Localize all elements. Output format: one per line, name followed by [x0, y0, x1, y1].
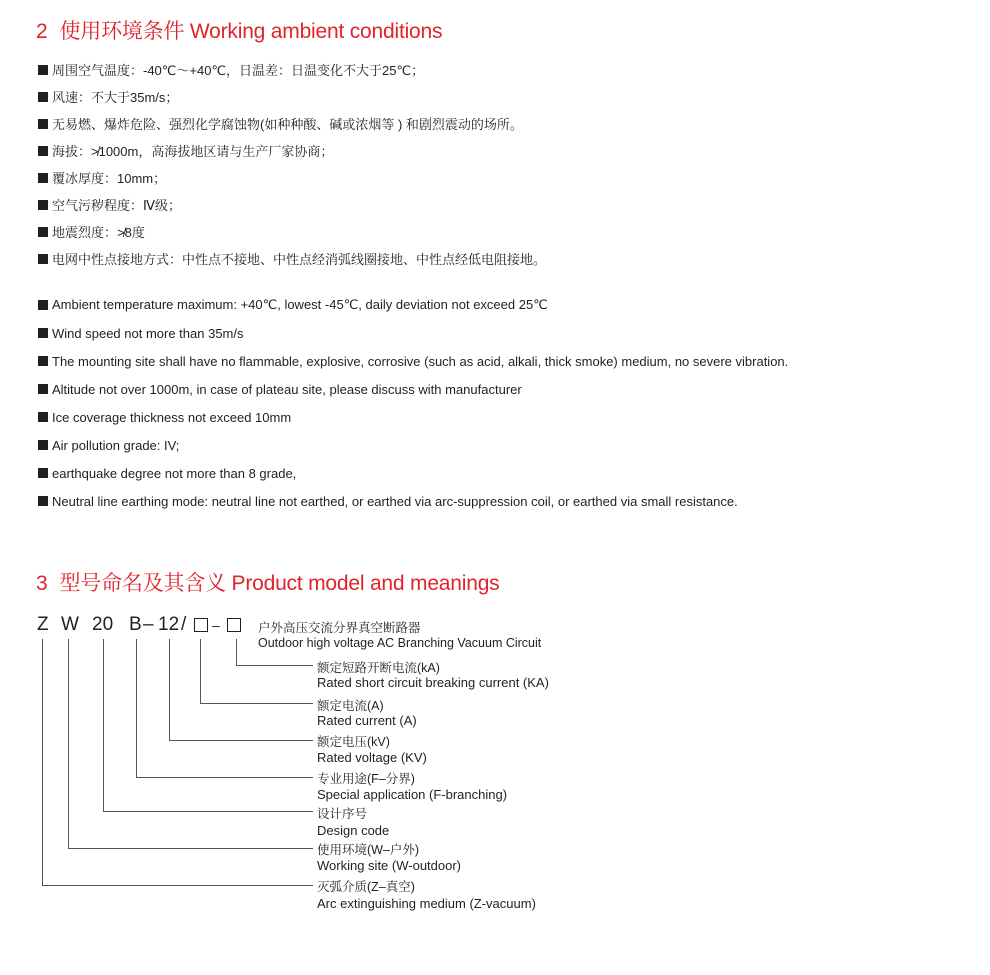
model-char-20: 20 [92, 614, 114, 635]
leader-line-breaking [237, 639, 314, 666]
legend-site-en: Working site (W-outdoor) [317, 858, 462, 873]
model-char-dash: – [143, 614, 154, 635]
leader-line-design [104, 639, 314, 812]
legend-application-cn: 专业用途(F–分界) [317, 772, 415, 786]
legend-application-en: Special application (F-branching) [317, 787, 508, 802]
legend-current-en: Rated current (A) [317, 713, 417, 728]
legend-design-en: Design code [317, 823, 390, 838]
section-3-number: 3 [36, 572, 48, 595]
product-title-cn: 户外高压交流分界真空断路器 [258, 621, 421, 635]
list-item: 海拔：≯1000m，高海拔地区请与生产厂家协商； [38, 137, 546, 164]
model-char-dash-2: – [212, 617, 220, 633]
product-title-en: Outdoor high voltage AC Branching Vacuum Circuit [258, 636, 542, 650]
list-item: 无易燃、爆炸危险、强烈化学腐蚀物(如种种酸、碱或浓烟等 ) 和剧烈震动的场所。 [38, 110, 546, 137]
legend-current-cn: 额定电流(A) [317, 699, 384, 713]
list-item: Ambient temperature maximum: +40℃, lowest -45℃, daily deviation not exceed 25℃ [38, 291, 788, 319]
model-char-12: 12 [158, 614, 180, 635]
leader-line-current [201, 639, 314, 704]
list-item: 电网中性点接地方式：中性点不接地、中性点经消弧线圈接地、中性点经低电阻接地。 [38, 245, 546, 272]
list-item: Air pollution grade: IV; [38, 431, 788, 459]
list-item: Neutral line earthing mode: neutral line not earthed, or earthed via arc-suppression coil, or earthed via small resistance. [38, 487, 788, 515]
section-2-title: 使用环境条件 Working ambient conditions [59, 20, 443, 43]
section-2-number: 2 [36, 20, 48, 43]
list-item: earthquake degree not more than 8 grade, [38, 459, 788, 487]
section-3-title: 型号命名及其含义 Product model and meanings [59, 572, 500, 595]
leader-line-voltage [170, 639, 314, 741]
legend-breaking-en: Rated short circuit breaking current (KA) [317, 675, 549, 690]
list-item: Wind speed not more than 35m/s [38, 319, 788, 347]
list-item: 覆冰厚度：10mm； [38, 164, 546, 191]
leader-line-application [137, 639, 314, 778]
legend-site-cn: 使用环境(W–户外) [317, 843, 420, 857]
model-char-slash: / [181, 614, 187, 635]
legend-medium-cn: 灭弧介质(Z–真空) [317, 880, 415, 894]
model-char-z: Z [37, 614, 49, 635]
leader-line-site [69, 639, 314, 849]
legend-medium-en: Arc extinguishing medium (Z-vacuum) [317, 896, 536, 911]
list-item: Ice coverage thickness not exceed 10mm [38, 403, 788, 431]
legend-breaking-cn: 额定短路开断电流(kA) [317, 661, 440, 675]
list-item: Altitude not over 1000m, in case of plateau site, please discuss with manufacturer [38, 375, 788, 403]
list-item: 地震烈度：≯8度 [38, 218, 546, 245]
list-item: The mounting site shall have no flammable, explosive, corrosive (such as acid, alkali, thick smoke) medium, no severe vibration. [38, 347, 788, 375]
legend-design-cn: 设计序号 [317, 807, 368, 821]
list-item: 风速：不大于35m/s； [38, 83, 546, 110]
legend-voltage-en: Rated voltage (KV) [317, 750, 427, 765]
list-item: 空气污秽程度：Ⅳ级； [38, 191, 546, 218]
model-char-w: W [61, 614, 79, 635]
legend-voltage-cn: 额定电压(kV) [317, 735, 390, 749]
model-char-b: B [129, 614, 142, 635]
list-item: 周围空气温度：-40℃～+40℃，日温差：日温变化不大于25℃； [38, 56, 546, 83]
